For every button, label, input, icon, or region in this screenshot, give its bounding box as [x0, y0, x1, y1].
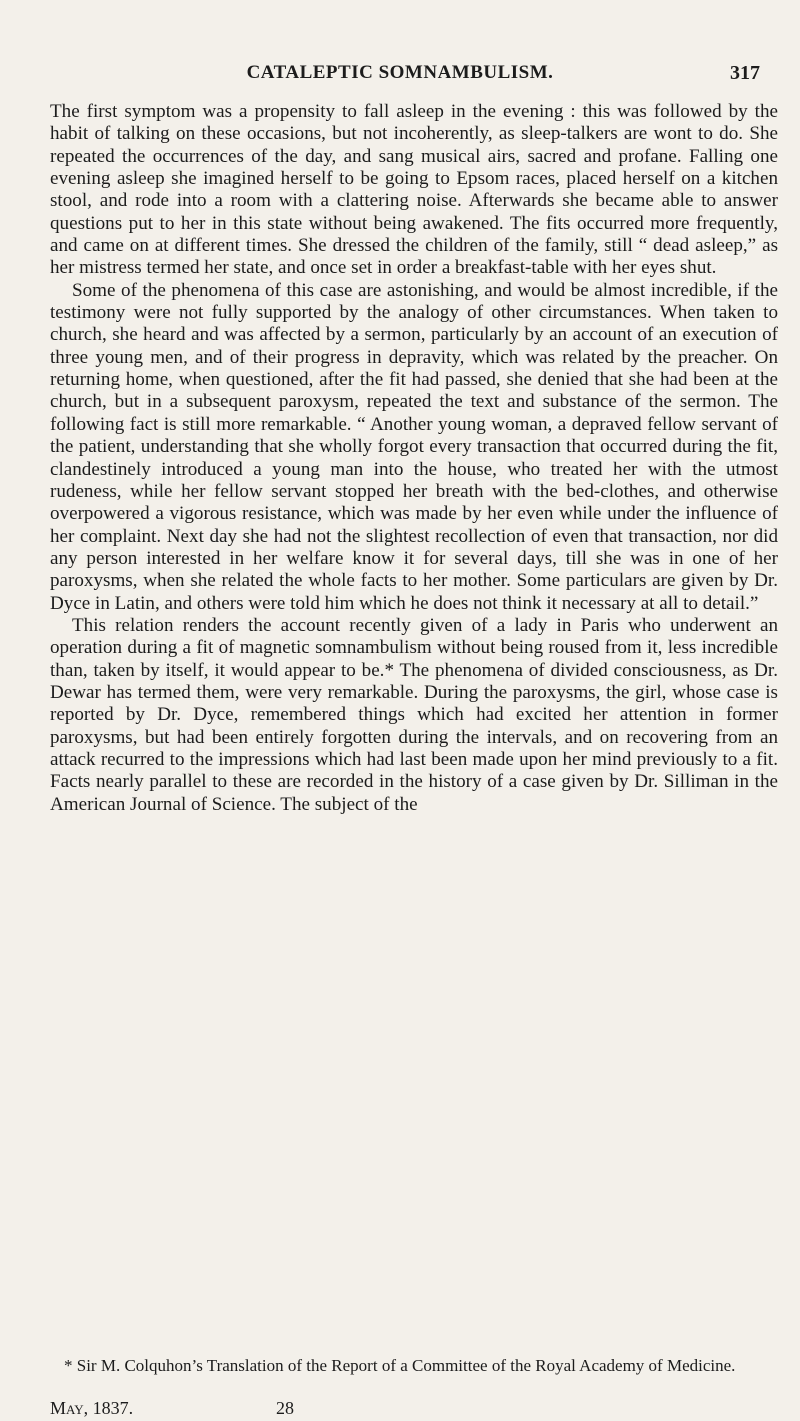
paragraph: The first symptom was a propensity to fall asleep in the evening : this was followed by the habit of talking on these occasions, but not incoherently, as sleep-talkers are wont to do. She repeated the occurrences of the day, and sang musical airs, sacred and profane. Falling one evening asleep she imagined herself to be going to Epsom races, placed herself on a kitchen stool, and rode into a room with a clattering noise. Afterwards she became able to answer questions put to her in this state without being awakened. The fits occurred more frequently, and came on at different times. She dressed the children of the family, still “ dead asleep,” as her mistress termed her state, and once set in order a breakfast-table with her eyes shut.: [50, 101, 778, 279]
paragraph: This relation renders the account recently given of a lady in Paris who underwent an operation during a fit of magnetic somnambulism without being roused from it, less incredible than, taken by itself, it would appear to be.* The phenomena of divided consciousness, as Dr. Dewar has termed them, were very remarkable. During the paroxysms, the girl, whose case is reported by Dr. Dyce, remembered things which had excited her attention in former paroxysms, but had been entirely forgotten during the intervals, and on recovering from an attack recurred to the impressions which had last been made upon her mind previously to a fit. Facts nearly parallel to these are recorded in the history of a case given by Dr. Silliman in the American Journal of Science. The subject of the: [50, 614, 778, 815]
page-number: 317: [730, 62, 760, 84]
signature-mark: 28: [276, 1398, 294, 1418]
footnote-text: * Sir M. Colquhon’s Translation of the Report of a Committee of the Royal Academy of Medicine.: [64, 1356, 736, 1375]
footnote: [50, 1356, 778, 1376]
running-header: [0, 62, 800, 92]
paragraph: Some of the phenomena of this case are astonishing, and would be almost incredible, if the testimony were not fully supported by the analogy of other circumstances. When taken to church, she heard and was affected by a sermon, particularly by an account of an execution of three young men, and of their progress in depravity, which was related by the preacher. On returning home, when questioned, after the fit had passed, she denied that she had been at the church, but in a subsequent paroxysm, repeated the text and substance of the sermon. The following fact is still more remarkable. “ Another young woman, a depraved fellow servant of the patient, understanding that she wholly forgot every transaction that occurred during the fit, clandestinely introduced a young man into the house, who treated her with the utmost rudeness, while her fellow servant stopped her breath with the bed-clothes, and otherwise overpowered a vigorous resistance, which was made by her even while under the influence of her complaint. Next day she had not the slightest recollection of even that transaction, nor did any person interested in her welfare know it for several days, till she was in one of her paroxysms, when she related the whole facts to her mother. Some particulars are given by Dr. Dyce in Latin, and others were told him which he does not think it necessary at all to detail.”: [50, 279, 778, 614]
issue-date: May, 1837.: [50, 1398, 134, 1418]
signature-line: [50, 1398, 778, 1420]
running-title: CATALEPTIC SOMNAMBULISM.: [246, 62, 554, 83]
body-text: [50, 101, 778, 816]
